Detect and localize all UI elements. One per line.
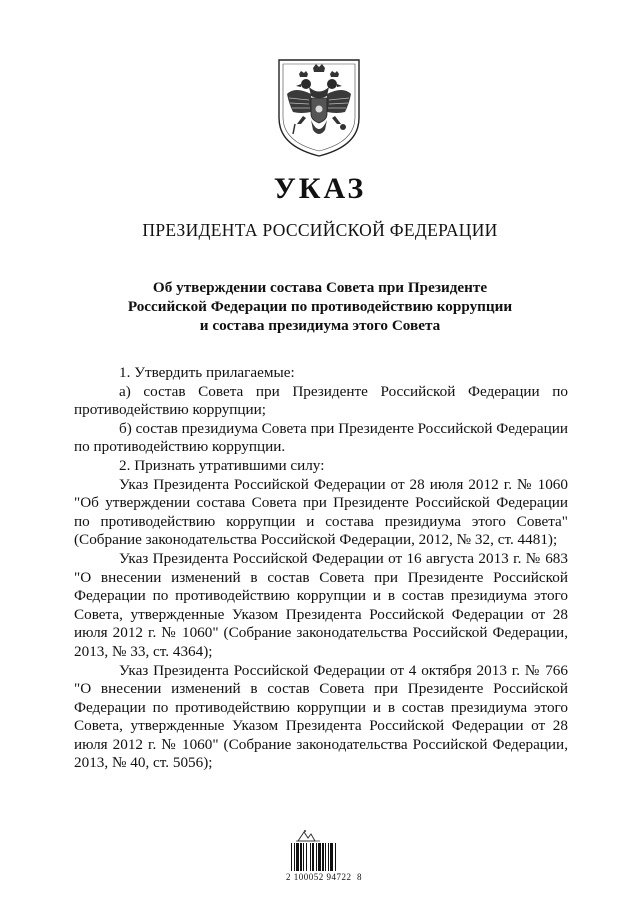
paragraph: 2. Признать утратившими силу: bbox=[119, 456, 325, 474]
heading-line: и состава президиума этого Совета bbox=[199, 317, 441, 334]
document-title: УКАЗ bbox=[273, 172, 367, 205]
barcode-number: 2 100052 94722 8 bbox=[286, 872, 362, 882]
paragraph: Указ Президента Российской Федерации от 28 июля 2012 г. № 1060 "Об утверждении состава Совета при Президенте Российской Федерации по противодействию коррупции и состава президиума этого Совета" (Собрание законодательства Российской Федерации, 2012, № 32, ст. 4481); bbox=[74, 475, 568, 549]
paragraph: Указ Президента Российской Федерации от 16 августа 2013 г. № 683 "О внесении изменений в состав Совета при Президенте Российской Федерации по противодействию коррупции и в состав президиума этого Совета, утвержденные Указом Президента Российской Федерации от 28 июля 2012 г. № 1060" (Собрание законодательства Российской Федерации, 2013, № 33, ст. 4364); bbox=[74, 549, 568, 660]
paragraph: а) состав Совета при Президенте Российской Федерации по противодействию коррупции; bbox=[74, 382, 568, 419]
russian-coat-of-arms-icon bbox=[273, 56, 365, 160]
document-heading bbox=[60, 278, 580, 335]
paragraph: Указ Президента Российской Федерации от 4 октября 2013 г. № 766 "О внесении изменений в состав Совета при Президенте Российской Федерации по противодействию коррупции и в состав президиума этого Совета, утвержденные Указом Президента Российской Федерации от 28 июля 2012 г. № 1060" (Собрание законодательства Российской Федерации, 2013, № 40, ст. 5056); bbox=[74, 661, 568, 772]
paragraph: б) состав президиума Совета при Президенте Российской Федерации по противодействию коррупции. bbox=[74, 419, 568, 456]
heading-line: Об утверждении состава Совета при Президенте bbox=[152, 279, 488, 296]
barcode-icon bbox=[290, 843, 354, 871]
heading-line: Российской Федерации по противодействию коррупции bbox=[127, 298, 513, 315]
document-subtitle: ПРЕЗИДЕНТА РОССИЙСКОЙ ФЕДЕРАЦИИ bbox=[142, 220, 498, 240]
document-body bbox=[74, 364, 568, 773]
paragraph: 1. Утвердить прилагаемые: bbox=[119, 364, 295, 381]
printing-house-mark-icon bbox=[292, 829, 332, 843]
